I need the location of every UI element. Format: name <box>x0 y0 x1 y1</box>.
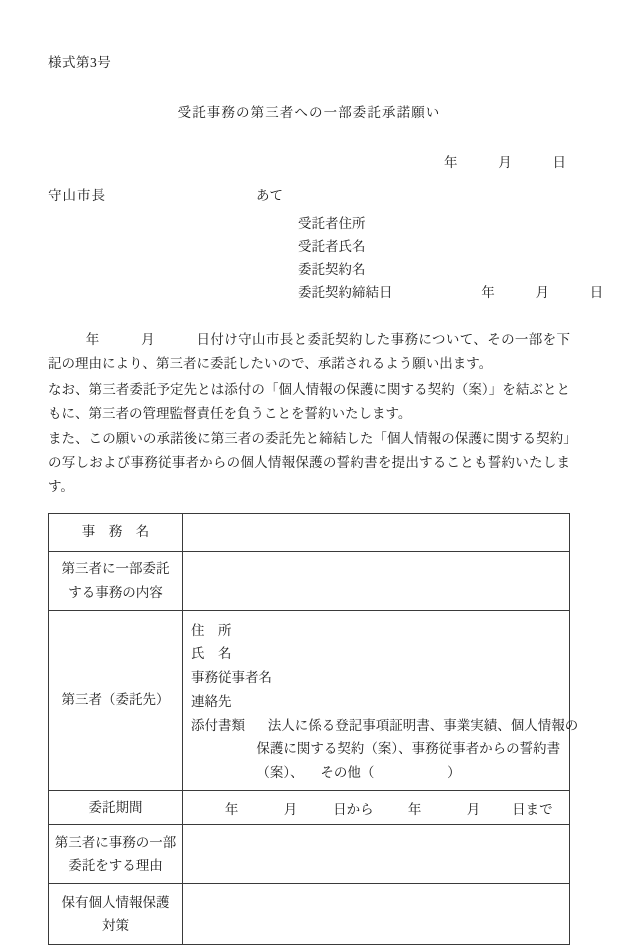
addressee <box>48 184 570 204</box>
contractor-block <box>48 212 604 305</box>
paragraph-2 <box>48 378 570 426</box>
table-row-jimu-mei <box>49 513 570 551</box>
attachment-line-1: 法人に係る登記事項証明書、事業実績、個人情報の <box>267 717 579 733</box>
reason-label-line2: 委託をする理由 <box>68 858 163 874</box>
para1-rest: 日付け守山市長と委託契約した事務について、その一部を下記の理由により、第三者に委託したいので、承諾されるよう願い出ます。 <box>48 332 571 372</box>
itaku-naiyo-label-line1: 第三者に一部委託 <box>61 560 170 576</box>
addressee-recipient: 守山市長 <box>48 187 106 203</box>
third-party-value[interactable] <box>183 610 579 790</box>
period-value[interactable] <box>183 790 570 825</box>
period-from-day: 日から <box>333 801 374 817</box>
issue-date-year: 年 <box>444 154 458 170</box>
third-party-attachment-row-1 <box>191 714 579 738</box>
itaku-naiyo-value[interactable] <box>183 551 570 610</box>
body-text <box>48 328 570 498</box>
addressee-suffix: あて <box>256 187 283 203</box>
third-party-address-label: 住 所 <box>191 622 232 638</box>
third-party-contact-label: 連絡先 <box>191 693 232 709</box>
attachment-line-2: 保護に関する契約（案）、事務従事者からの誓約書 <box>256 741 561 757</box>
contract-date-line <box>298 281 604 304</box>
contract-name-line <box>298 258 570 281</box>
protection-label-line1: 保有個人情報保護 <box>61 894 170 910</box>
issue-date-line <box>48 151 570 171</box>
paragraph-1 <box>48 328 570 376</box>
issue-date-day: 日 <box>552 154 566 170</box>
jimu-mei-value[interactable] <box>183 513 570 551</box>
period-to-day: 日まで <box>512 801 553 817</box>
para1-year: 年 <box>85 332 100 348</box>
attachment-line-3-b: その他（ <box>320 765 375 781</box>
contractor-address-label: 受託者住所 <box>298 215 366 231</box>
period-label-text: 委託期間 <box>88 799 143 815</box>
third-party-label-text: 第三者（委託先） <box>61 692 170 708</box>
para3-text: また、この願いの承諾後に第三者の委託先と締結した「個人情報の保護に関する契約」の写しおよび事務従事者からの個人情報保護の誓約書を提出することも誓約いたします。 <box>48 430 570 494</box>
period-from-year: 年 <box>224 801 239 817</box>
application-table <box>48 513 579 945</box>
paragraph-3 <box>48 427 570 499</box>
para2-text: なお、第三者委託予定先とは添付の「個人情報の保護に関する契約（案）」を結ぶとともに、第三者の管理監督責任を負うことを誓約いたします。 <box>48 381 570 421</box>
third-party-address-row[interactable] <box>191 619 561 643</box>
jimu-mei-label-text: 事 務 名 <box>81 524 150 540</box>
period-fields <box>191 798 561 818</box>
contract-date-day: 日 <box>589 285 604 301</box>
table-row-reason <box>49 825 570 884</box>
attachment-label: 添付書類 <box>191 717 245 733</box>
contract-date-year: 年 <box>481 285 495 301</box>
document-body <box>48 52 604 945</box>
attachment-line-3-a: （案）、 <box>256 765 304 781</box>
reason-value[interactable] <box>183 825 570 884</box>
table-row-third-party <box>49 610 570 790</box>
period-from-month: 月 <box>283 801 298 817</box>
period-to-month: 月 <box>466 801 481 817</box>
table-row-itaku-naiyo <box>49 551 570 610</box>
protection-label <box>49 884 183 945</box>
protection-value[interactable] <box>183 884 570 945</box>
table-row-protection <box>49 884 570 945</box>
reason-label-line1: 第三者に事務の一部 <box>54 834 177 850</box>
reason-label <box>49 825 183 884</box>
itaku-naiyo-label-line2: する事務の内容 <box>68 584 163 600</box>
third-party-attachment-row-2 <box>191 737 561 761</box>
period-to-year: 年 <box>407 801 422 817</box>
third-party-name-label: 氏 名 <box>191 646 232 662</box>
para1-month: 月 <box>141 332 155 348</box>
jimu-mei-label <box>49 513 183 551</box>
contractor-name-line <box>298 235 570 258</box>
third-party-contact-row[interactable] <box>191 690 561 714</box>
contract-name-label: 委託契約名 <box>298 262 366 278</box>
third-party-attachment-row-3 <box>191 761 561 785</box>
table-row-period <box>49 790 570 825</box>
form-number: 様式第3号 <box>48 55 112 70</box>
contract-date-month: 月 <box>535 285 549 301</box>
third-party-fields <box>191 616 579 785</box>
third-party-staff-row[interactable] <box>191 666 561 690</box>
period-label <box>49 790 183 825</box>
contractor-name-label: 受託者氏名 <box>298 238 366 254</box>
page-title: 受託事務の第三者への一部委託承諾願い <box>177 104 441 120</box>
third-party-name-row[interactable] <box>191 642 561 666</box>
contractor-address-line <box>298 212 570 235</box>
attachment-line-3-c: ） <box>447 765 461 781</box>
contract-date-label: 委託契約締結日 <box>298 285 393 301</box>
third-party-staff-label: 事務従事者名 <box>191 670 272 686</box>
third-party-label <box>49 610 183 790</box>
itaku-naiyo-label <box>49 551 183 610</box>
protection-label-line2: 対策 <box>102 918 129 934</box>
issue-date-month: 月 <box>498 154 512 170</box>
